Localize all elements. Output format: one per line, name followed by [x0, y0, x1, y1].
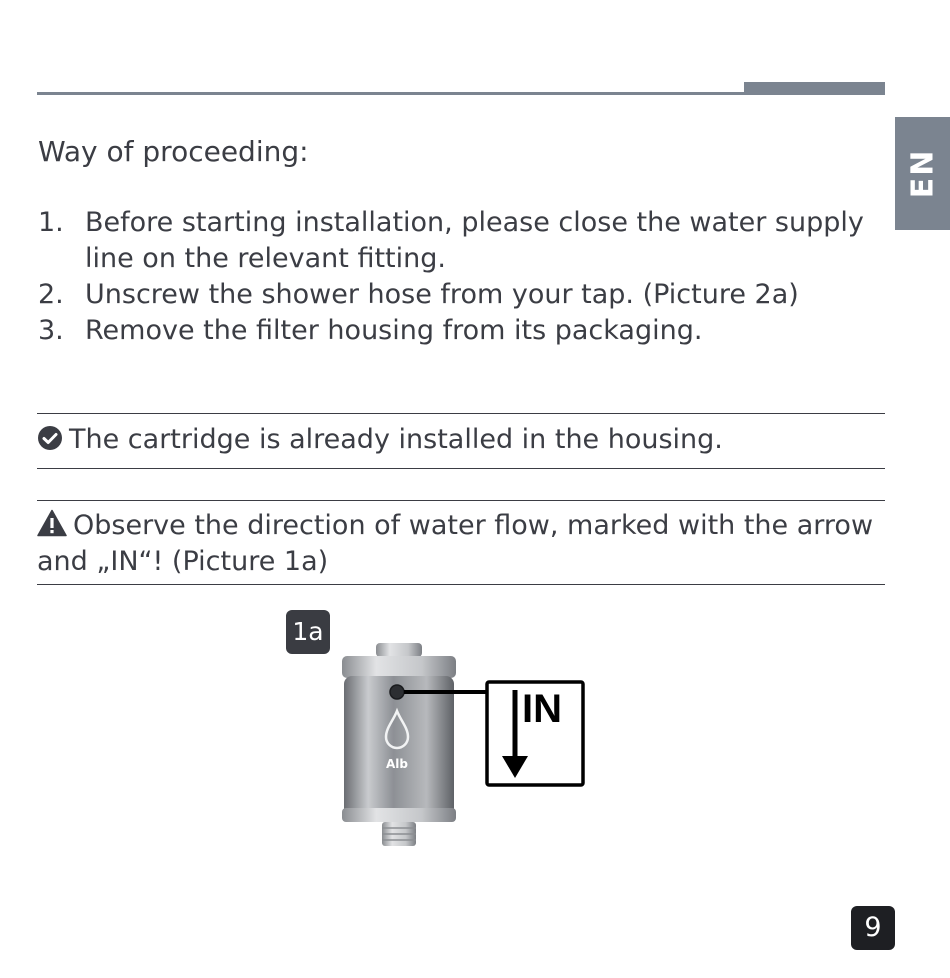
- info-note-text: The cartridge is already installed in the housing.: [69, 424, 723, 455]
- steps-list: [38, 205, 888, 349]
- top-divider-tab: [744, 82, 885, 95]
- shower-filter-illustration: [286, 610, 596, 855]
- step-item: [38, 277, 888, 313]
- step-number: 3.: [38, 315, 64, 346]
- language-tab-label: EN: [904, 148, 940, 199]
- flow-direction-label: IN: [522, 687, 562, 731]
- warning-triangle-icon: [37, 509, 67, 537]
- section-heading: Way of proceeding:: [38, 135, 309, 168]
- step-item: [38, 313, 888, 349]
- warning-note-text: Observe the direction of water flow, marked with the arrow and „IN“! (Picture 1a): [37, 510, 874, 577]
- info-note: [37, 413, 885, 469]
- product-brand-text: Alb: [386, 757, 408, 771]
- step-text: Unscrew the shower hose from your tap. (Picture 2a): [85, 279, 799, 310]
- language-tab: [895, 117, 950, 230]
- figure-label: 1a: [286, 610, 330, 654]
- step-text: Before starting installation, please close the water supply line on the relevant fitting.: [85, 207, 864, 274]
- step-item: [38, 205, 888, 277]
- step-number: 2.: [38, 279, 64, 310]
- warning-note: [37, 500, 885, 585]
- page-number: 9: [851, 906, 895, 950]
- figure-1a: [286, 610, 596, 855]
- step-number: 1.: [38, 207, 64, 238]
- check-circle-icon: [37, 425, 63, 451]
- step-text: Remove the filter housing from its packaging.: [85, 315, 703, 346]
